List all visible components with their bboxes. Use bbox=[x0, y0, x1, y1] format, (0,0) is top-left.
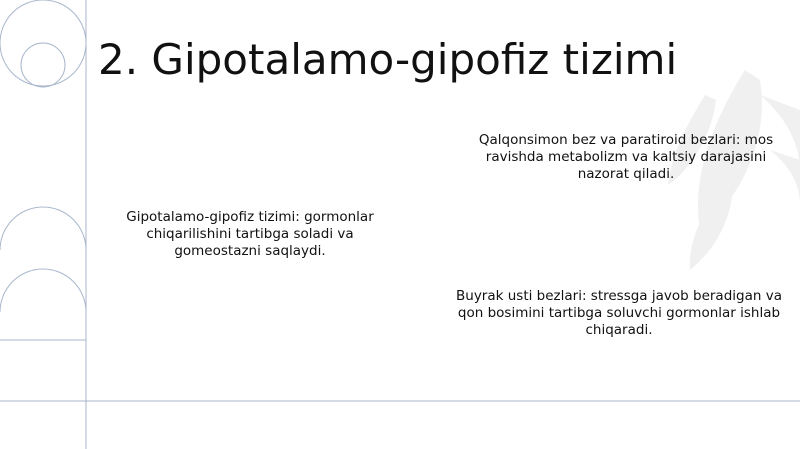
text-block-hypothalamus: Gipotalamo-gipofiz tizimi: gormonlar chiqarilishini tartibga soladi va gomeostazni saqlaydi. bbox=[126, 209, 374, 259]
deco-arch-top bbox=[0, 207, 86, 449]
text-block-adrenal: Buyrak usti bezlari: stressga javob beradigan va qon bosimini tartibga soluvchi gormonlar ishlab chiqaradi. bbox=[456, 288, 782, 338]
text-block-thyroid: Qalqonsimon bez va paratiroid bezlari: mos ravishda metabolizm va kaltsiy darajasini nazorat qiladi. bbox=[478, 132, 774, 182]
slide-title: 2. Gipotalamo-gipofiz tizimi bbox=[98, 35, 678, 85]
deco-circle-small bbox=[21, 43, 65, 87]
deco-arch-bottom bbox=[0, 269, 86, 312]
